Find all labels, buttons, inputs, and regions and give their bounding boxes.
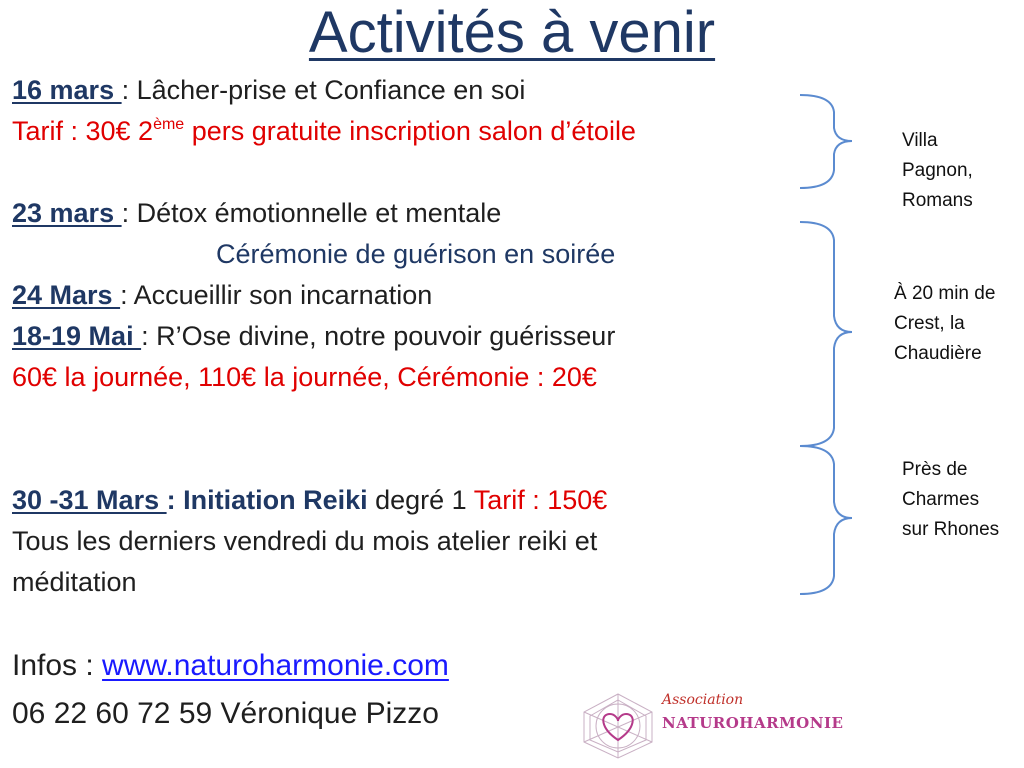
- reiki-monthly-line-2: méditation: [12, 567, 137, 597]
- event-16-mars: 16 mars : Lâcher-prise et Confiance en soi: [12, 75, 526, 105]
- infos-label: Infos :: [12, 649, 103, 682]
- event-18-19-mai: 18-19 Mai : R’Ose divine, notre pouvoir guérisseur: [12, 321, 616, 351]
- location-villa-pagnon: Villa Pagnon, Romans: [902, 130, 973, 211]
- event-30-31-mars: 30 -31 Mars : Initiation Reiki degré 1 Tarif : 150€: [12, 485, 608, 515]
- event-16-mars-price: Tarif : 30€ 2ème pers gratuite inscription salon d’étoile: [12, 116, 636, 146]
- event-title: Accueillir son incarnation: [133, 280, 433, 310]
- logo-name-text: NATUROHARMONIE: [662, 714, 844, 732]
- page-title: Activités à venir: [308, 0, 716, 65]
- event-18-19-mai-price: 60€ la journée, 110€ la journée, Cérémonie : 20€: [12, 362, 597, 392]
- website-link[interactable]: www.naturoharmonie.com: [102, 649, 449, 682]
- event-title: R’Ose divine, notre pouvoir guérisseur: [156, 321, 616, 351]
- heart-mandala-icon: [578, 690, 658, 760]
- event-23-mars-subtitle: Cérémonie de guérison en soirée: [216, 239, 616, 269]
- event-23-mars: 23 mars : Détox émotionnelle et mentale: [12, 198, 502, 228]
- event-24-mars: 24 Mars : Accueillir son incarnation: [12, 280, 433, 310]
- brace-2: [800, 222, 852, 446]
- brace-1: [800, 95, 852, 188]
- association-logo: [578, 690, 868, 760]
- logo-association-text: Association: [662, 692, 744, 708]
- event-date: 30 -31 Mars: [12, 485, 167, 515]
- event-date: 24 Mars: [12, 280, 121, 310]
- phone-contact: 06 22 60 72 59 Véronique Pizzo: [12, 697, 439, 730]
- location-charmes: Près de Charmes sur Rhones: [902, 459, 1000, 540]
- brace-3: [800, 446, 852, 594]
- event-title: Initiation Reiki: [183, 485, 368, 515]
- event-date: 16 mars: [12, 75, 122, 105]
- event-date: 18-19 Mai: [12, 321, 142, 351]
- location-crest: À 20 min de Crest, la Chaudière: [894, 283, 996, 364]
- event-title: Lâcher-prise et Confiance en soi: [136, 75, 526, 105]
- event-date: 23 mars: [12, 198, 122, 228]
- event-title: Détox émotionnelle et mentale: [136, 198, 502, 228]
- event-price: Tarif : 150€: [473, 485, 608, 515]
- reiki-monthly-line-1: Tous les derniers vendredi du mois atelier reiki et: [12, 526, 598, 556]
